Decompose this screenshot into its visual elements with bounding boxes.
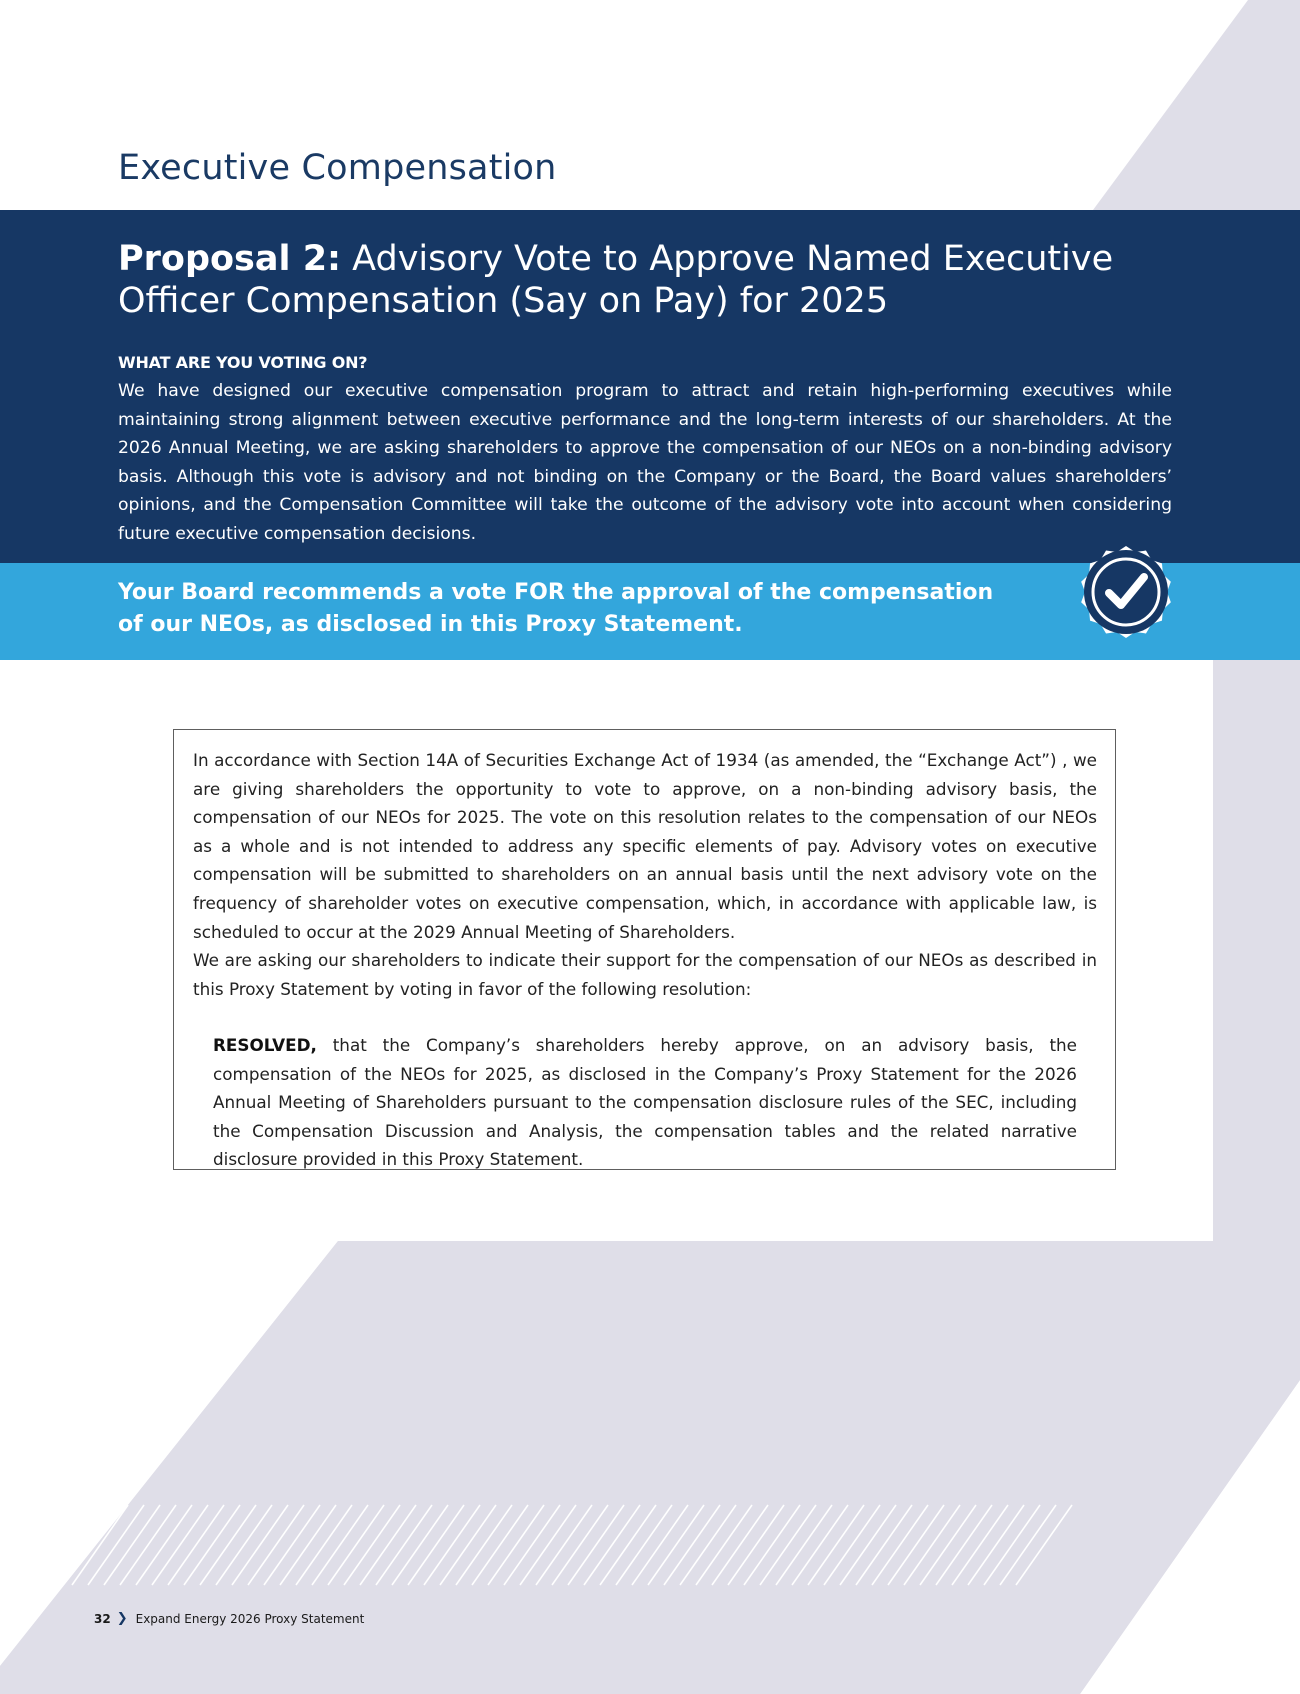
recommendation-line-1: Your Board recommends a vote FOR the approval of the compensation bbox=[118, 580, 994, 605]
exchange-act-paragraph: In accordance with Section 14A of Securities Exchange Act of 1934 (as amended, the “Exchange Act”) , we are giving shareholders the opportunity to vote to approve, on a non-binding advisory basis, the compensation of our NEOs for 2025. The vote on this resolution relates to the compensation of our NEOs as a whole and is not intended to address any specific elements of pay. Advisory votes on executive compensation will be submitted to shareholders on an annual basis until the next advisory vote on the frequency of shareholder votes on executive compensation, which, in accordance with applicable law, is scheduled to occur at the 2029 Annual Meeting of Shareholders. bbox=[193, 750, 1097, 942]
proposal-title bbox=[118, 238, 1178, 322]
document-title: Expand Energy 2026 Proxy Statement bbox=[135, 1611, 365, 1626]
section-title: Executive Compensation bbox=[118, 148, 557, 188]
resolution-text bbox=[213, 1031, 1077, 1174]
hatch-line bbox=[8, 1505, 64, 1585]
check-seal-icon bbox=[1078, 544, 1174, 640]
resolved-body: that the Company’s shareholders hereby approve, on an advisory basis, the compensation of the NEOs for 2025, as disclosed in the Company’s Proxy Statement for the 2026 Annual Meeting of Shareholders pursuant to the compensation disclosure rules of the SEC, including the Compensation Discussion and Analysis, the compensation tables and the related narrative disclosure provided in this Proxy Statement. bbox=[213, 1035, 1077, 1170]
page-footer bbox=[94, 1611, 364, 1626]
diagonal-shape-top bbox=[1093, 0, 1300, 210]
resolved-label: RESOLVED, bbox=[213, 1035, 317, 1055]
page-number: 32 bbox=[94, 1611, 111, 1626]
voting-description: We have designed our executive compensation program to attract and retain high-performing executives while maintaining strong alignment between executive performance and the long-term interests of our shareholders. At the 2026 Annual Meeting, we are asking shareholders to approve the compensation of our NEOs on a non-binding advisory basis. Although this vote is advisory and not binding on the Company or the Board, the Board values shareholders’ opinions, and the Compensation Committee will take the outcome of the advisory vote into account when considering future executive compensation decisions. bbox=[118, 381, 1172, 544]
request-paragraph: We are asking our shareholders to indicate their support for the compensation of our NEOs as described in this Proxy Statement by voting in favor of the following resolution: bbox=[193, 950, 1097, 999]
recommendation-line-2: of our NEOs, as disclosed in this Proxy Statement. bbox=[118, 612, 743, 637]
resolution-box bbox=[173, 729, 1116, 1170]
board-recommendation bbox=[118, 577, 1018, 641]
hatch-line bbox=[24, 1505, 80, 1585]
hatch-line bbox=[0, 1505, 16, 1585]
proposal-subject: Advisory Vote to Approve Named Executive Officer Compensation (Say on Pay) for 2025 bbox=[118, 239, 1114, 321]
proposal-number: Proposal 2: bbox=[118, 239, 342, 279]
voting-heading: WHAT ARE YOU VOTING ON? bbox=[118, 353, 368, 372]
gray-panel-right bbox=[1213, 660, 1300, 1240]
chevron-right-icon: ❯ bbox=[116, 1611, 128, 1626]
